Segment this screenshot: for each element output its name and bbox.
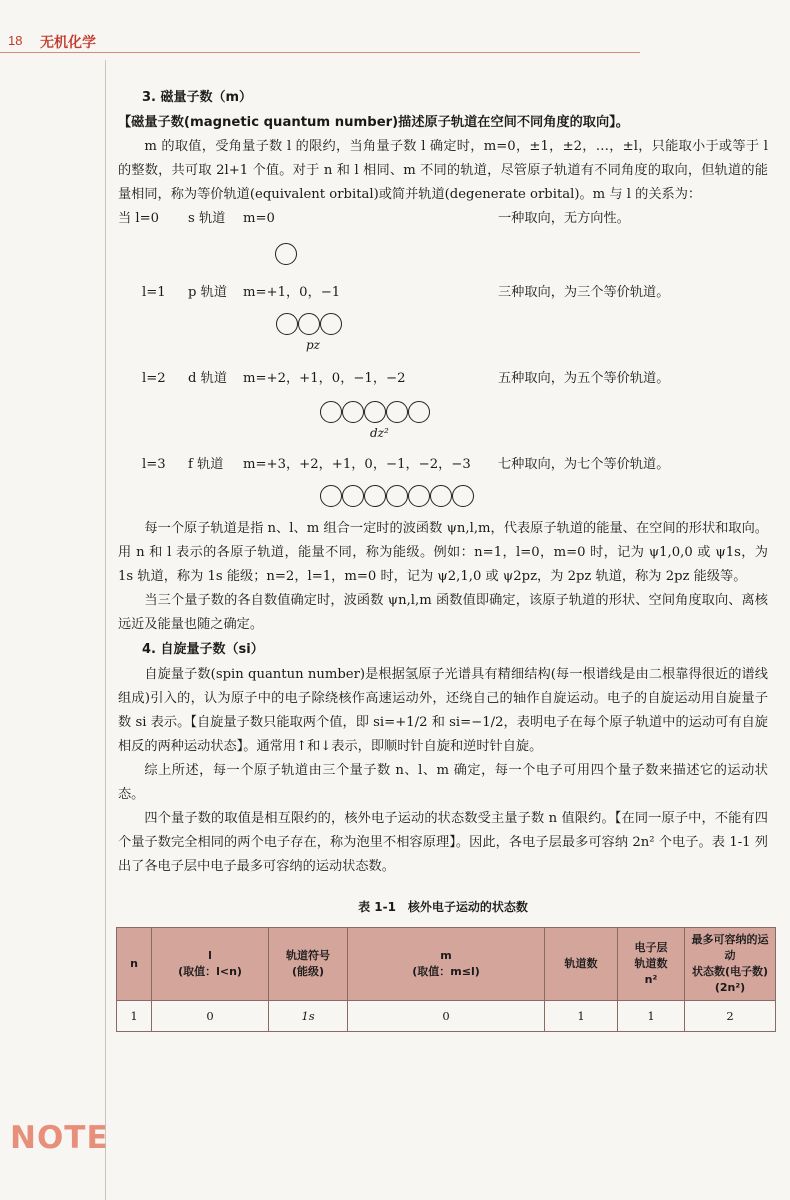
col-symbol: 轨道符号 (能级): [269, 928, 348, 1001]
orbital-circle: [364, 485, 386, 507]
row-m: m=0: [243, 211, 275, 226]
page-header: [0, 0, 790, 60]
orbital-circle: [386, 485, 408, 507]
orbital-circle: [298, 313, 320, 335]
row-type: d 轨道: [188, 371, 228, 386]
orbital-circle: [408, 485, 430, 507]
orbital-row-s: [118, 207, 768, 231]
orbital-circle: [452, 485, 474, 507]
dz2-label: dz²: [370, 426, 389, 440]
section4-para3: 四个量子数的取值是相互限约的，核外电子运动的状态数受主量子数 n 值限约。【在同一原子中，不能有四个量子数完全相同的两个电子存在，称为泡里不相容原理】。因此，各电子层最多可容纳 2n² 个电子。表 1-1 列出了各电子层中电子最多可容纳的运动状态数。: [118, 811, 768, 874]
row-type: p 轨道: [188, 285, 228, 300]
cell: 0: [348, 1001, 545, 1032]
row-l: 当 l=0: [118, 211, 160, 226]
col-n: n: [117, 928, 152, 1001]
cell: 1: [117, 1001, 152, 1032]
row-desc: 五种取向，为五个等价轨道。: [498, 371, 670, 386]
col-l: l (取值：l<n): [152, 928, 269, 1001]
p-orbital-diagram: [118, 305, 768, 367]
section4-para2: 综上所述，每一个原子轨道由三个量子数 n、l、m 确定，每一个电子可用四个量子数来描述它的运动状态。: [118, 763, 768, 802]
page-number: 18: [8, 33, 23, 48]
row-l: l=1: [142, 285, 166, 300]
col-max-states: 最多可容纳的运动 状态数(电子数) (2n²): [685, 928, 776, 1001]
row-l: l=3: [142, 457, 166, 472]
row-m: m=+2，+1，0，−1，−2: [243, 371, 406, 386]
section3-para1: m 的取值，受角量子数 l 的限约，当角量子数 l 确定时，m=0，±1，±2，…，±l，只能取小于或等于 l 的整数，共可取 2l+1 个值。对于 n 和 l 相同、m 不同的轨道，尽管原子轨道有不同角度的取向，但轨道的能量相同，称为等价轨道(equivalent orbital)或简并轨道(degenerate orbital)。m 与 l 的关系为：: [118, 139, 768, 202]
s-orbital-diagram: [118, 231, 768, 281]
magnetic-definition: 【磁量子数(magnetic quantum number)描述原子轨道在空间不同角度的取向】。: [118, 115, 629, 130]
section4-heading: 4. 自旋量子数（si）: [142, 642, 264, 657]
section3-para3: 当三个量子数的各自数值确定时，波函数 ψn,l,m 函数值即确定，该原子轨道的形状、空间角度取向、离核远近及能量也随之确定。: [118, 593, 768, 632]
cell: 1: [545, 1001, 618, 1032]
row-m: m=+1，0，−1: [243, 285, 341, 300]
col-m: m (取值：m≤l): [348, 928, 545, 1001]
row-l: l=2: [142, 371, 166, 386]
orbital-circle: [342, 401, 364, 423]
row-desc: 一种取向，无方向性。: [498, 211, 630, 226]
cell: 1: [618, 1001, 685, 1032]
row-type: s 轨道: [188, 211, 226, 226]
pz-label: pz: [306, 338, 321, 352]
book-title: 无机化学: [40, 35, 96, 51]
row-m: m=+3，+2，+1，0，−1，−2，−3: [243, 457, 471, 472]
orbital-circle: [408, 401, 430, 423]
orbital-circle: [320, 313, 342, 335]
row-desc: 七种取向，为七个等价轨道。: [498, 457, 670, 472]
note-label: NOTE: [10, 1120, 109, 1156]
orbital-circle: [276, 313, 298, 335]
cell: 1s: [269, 1001, 348, 1032]
col-shell-orbitals: 电子层 轨道数 n²: [618, 928, 685, 1001]
orbital-circle: [430, 485, 452, 507]
table-title: 表 1-1 核外电子运动的状态数: [358, 900, 528, 914]
orbital-circle: [320, 401, 342, 423]
orbital-circle: [342, 485, 364, 507]
page-content: [118, 85, 768, 1032]
orbital-circle: [320, 485, 342, 507]
col-orbitals: 轨道数: [545, 928, 618, 1001]
cell: 0: [152, 1001, 269, 1032]
section3-para2: 每一个原子轨道是指 n、l、m 组合一定时的波函数 ψn,l,m，代表原子轨道的能量、在空间的形状和取向。用 n 和 l 表示的各原子轨道，能量不同，称为能级。例如：n=1，l=0，m=0 时，记为 ψ1,0,0 或 ψ1s，为 1s 轨道，称为 1s 能级；n=2，l=1，m=0 时，记为 ψ2,1,0 或 ψ2pz，为 2pz 轨道，称为 2pz 能级等。: [118, 521, 768, 584]
orbital-circle: [364, 401, 386, 423]
d-orbital-diagram: [118, 391, 768, 453]
table-row: [117, 1001, 776, 1032]
section3-heading: 3. 磁量子数（m）: [142, 90, 253, 105]
states-table: [116, 927, 776, 1032]
orbital-row-f: [118, 453, 768, 477]
f-orbital-diagram: [118, 477, 768, 517]
row-type: f 轨道: [188, 457, 224, 472]
orbital-circle: [275, 243, 297, 265]
cell: 2: [685, 1001, 776, 1032]
row-desc: 三种取向，为三个等价轨道。: [498, 285, 670, 300]
orbital-row-d: [118, 367, 768, 391]
orbital-row-p: [118, 281, 768, 305]
section4-para1: 自旋量子数(spin quantun number)是根据氢原子光谱具有精细结构(每一根谱线是由二根靠得很近的谱线组成)引入的，认为原子中的电子除绕核作高速运动外，还绕自己的轴作自旋运动。电子的自旋运动用自旋量子数 si 表示。【自旋量子数只能取两个值，即 si=+1/2 和 si=−1/2，表明电子在每个原子轨道中的运动可有自旋相反的两种运动状态】。通常用↑和↓表示，即顺时针自旋和逆时针自旋。: [118, 667, 768, 754]
table-header-row: [117, 928, 776, 1001]
header-rule: [0, 52, 640, 53]
orbital-circle: [386, 401, 408, 423]
margin-rule: [105, 60, 106, 1200]
